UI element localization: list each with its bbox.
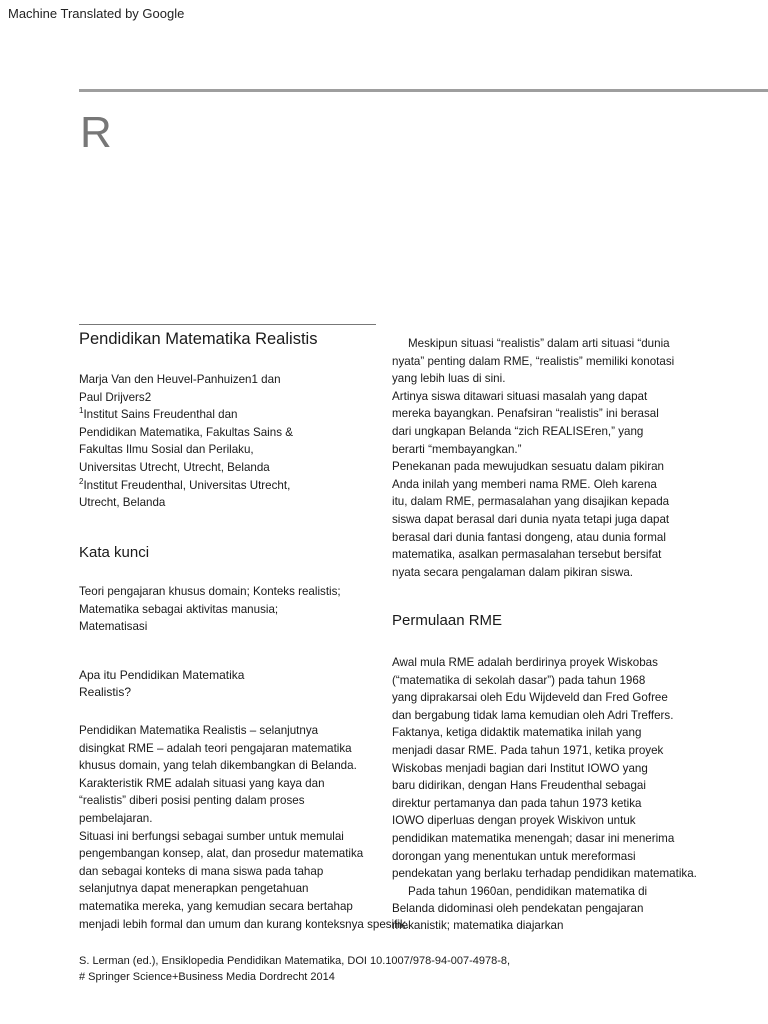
keywords-block xyxy=(79,583,341,636)
text-line: Artinya siswa ditawari situasi masalah yang dapat xyxy=(392,389,648,403)
text-line: (“matematika di sekolah dasar”) pada tahun 1968 xyxy=(392,673,646,687)
origins-heading: Permulaan RME xyxy=(392,612,503,629)
section-letter: R xyxy=(80,108,112,157)
title-rule xyxy=(79,324,376,325)
affiliation-mark: 2 xyxy=(79,476,84,486)
text-line: matematika, asalkan permasalahan tersebut bersifat xyxy=(392,548,662,562)
keywords-line: Matematika sebagai aktivitas manusia; xyxy=(79,602,279,616)
text-line: dan bergabung tidak lama kemudian oleh Adri Treffers. xyxy=(392,708,674,722)
text-line: selanjutnya dapat menerapkan pengetahuan xyxy=(79,882,309,896)
article-title: Pendidikan Matematika Realistis xyxy=(79,330,318,348)
text-line: matematika mereka, yang kemudian secara bertahap xyxy=(79,899,353,913)
machine-translation-banner: Machine Translated by Google xyxy=(8,6,185,21)
citation-line: S. Lerman (ed.), Ensiklopedia Pendidikan Matematika, DOI 10.1007/978-94-007-4978-8, xyxy=(79,955,511,967)
text-line: nyata secara pengalaman dalam pikiran siswa. xyxy=(392,565,634,579)
text-line: Situasi ini berfungsi sebagai sumber untuk memulai xyxy=(79,829,344,843)
text-line: Pada tahun 1960an, pendidikan matematika di xyxy=(408,884,648,898)
text-line: menjadi dasar RME. Pada tahun 1971, ketika proyek xyxy=(392,743,664,757)
text-line: khusus domain, yang telah dikembangkan di Belanda. xyxy=(79,759,357,773)
affiliation-line: Institut Freudenthal, Universitas Utrecht, xyxy=(83,478,291,492)
text-line: yang diprakarsai oleh Edu Wijdeveld dan Fred Gofree xyxy=(392,691,668,705)
text-line: disingkat RME – adalah teori pengajaran matematika xyxy=(79,741,352,755)
right-column-intro xyxy=(392,335,674,581)
text-line: Karakteristik RME adalah situasi yang kaya dan xyxy=(79,776,325,790)
text-line: IOWO diperluas dengan proyek Wiskivon untuk xyxy=(392,814,636,828)
heading-line: Realistis? xyxy=(79,685,132,699)
text-line: direktur pertamanya dan pada tahun 1973 ketika xyxy=(392,796,642,810)
text-line: yang lebih luas di sini. xyxy=(392,372,506,386)
top-rule xyxy=(79,89,768,92)
text-line: Belanda didominasi oleh pendekatan pengajaran xyxy=(392,902,644,916)
affiliation-line: Institut Sains Freudenthal dan xyxy=(83,408,238,422)
text-line: dan sebagai konteks di mana siswa pada tahap xyxy=(79,864,324,878)
copyright-line: # Springer Science+Business Media Dordrecht 2014 xyxy=(79,970,335,983)
text-line: Penekanan pada mewujudkan sesuatu dalam pikiran xyxy=(392,460,664,474)
text-line: pendidikan matematika menengah; dasar ini menerima xyxy=(392,831,675,845)
text-line: Anda inilah yang memberi nama RME. Oleh karena xyxy=(392,477,657,491)
text-line: nyata” penting dalam RME, “realistis” memiliki konotasi xyxy=(392,354,675,368)
affiliation-line: Pendidikan Matematika, Fakultas Sains & xyxy=(79,425,293,439)
citation-footer xyxy=(79,954,510,985)
text-line: pendekatan yang berlaku terhadap pendidikan matematika. xyxy=(392,867,697,881)
affiliation-2 xyxy=(79,477,293,495)
text-line: Wiskobas menjadi bagian dari Institut IOWO yang xyxy=(392,761,648,775)
affiliation-line: Fakultas Ilmu Sosial dan Perilaku, xyxy=(79,443,254,457)
text-line: mekanistik; matematika diajarkan xyxy=(392,919,564,932)
text-line: berarti “membayangkan.” xyxy=(392,442,522,456)
keywords-heading: Kata kunci xyxy=(79,544,150,561)
text-line: pembelajaran. xyxy=(79,811,153,825)
heading-line: Apa itu Pendidikan Matematika xyxy=(79,668,245,682)
affiliation-line: Universitas Utrecht, Utrecht, Belanda xyxy=(79,460,270,474)
text-line: dari ungkapan Belanda “zich REALISEren,” yang xyxy=(392,424,644,438)
affiliation-mark: 1 xyxy=(79,406,84,416)
text-line: pengembangan konsep, alat, dan prosedur matematika xyxy=(79,847,364,861)
text-line: “realistis” diberi posisi penting dalam proses xyxy=(79,794,305,808)
keywords-line: Teori pengajaran khusus domain; Konteks realistis; xyxy=(79,585,341,598)
text-line: Faktanya, ketiga didaktik matematika inilah yang xyxy=(392,726,642,740)
text-line: menjadi lebih formal dan umum dan kurang konteksnya spesifik. xyxy=(79,917,409,931)
keywords-line: Matematisasi xyxy=(79,620,148,634)
what-is-paragraph xyxy=(79,722,409,933)
text-line: siswa dapat berasal dari dunia nyata tetapi juga dapat xyxy=(392,512,670,526)
text-line: berasal dari dunia fantasi dongeng, atau dunia formal xyxy=(392,530,666,544)
text-line: baru didirikan, dengan Hans Freudenthal sebagai xyxy=(392,779,646,793)
text-line: Pendidikan Matematika Realistis – selanjutnya xyxy=(79,724,319,737)
affiliation-line: Utrecht, Belanda xyxy=(79,496,166,510)
text-line: itu, dalam RME, permasalahan yang disajikan kepada xyxy=(392,495,670,509)
author-line: Paul Drijvers2 xyxy=(79,390,152,404)
text-line: mereka bayangkan. Penafsiran “realistis” ini berasal xyxy=(392,407,659,421)
author-block xyxy=(79,371,293,512)
what-is-heading xyxy=(79,667,244,701)
origins-paragraph xyxy=(392,654,697,918)
affiliation-1 xyxy=(79,406,293,424)
text-line: Meskipun situasi “realistis” dalam arti situasi “dunia xyxy=(408,337,670,350)
author-line: Marja Van den Heuvel-Panhuizen1 dan xyxy=(79,373,281,386)
text-line: dorongan yang menentukan untuk mereformasi xyxy=(392,849,636,863)
text-line: Awal mula RME adalah berdirinya proyek Wiskobas xyxy=(392,656,658,669)
